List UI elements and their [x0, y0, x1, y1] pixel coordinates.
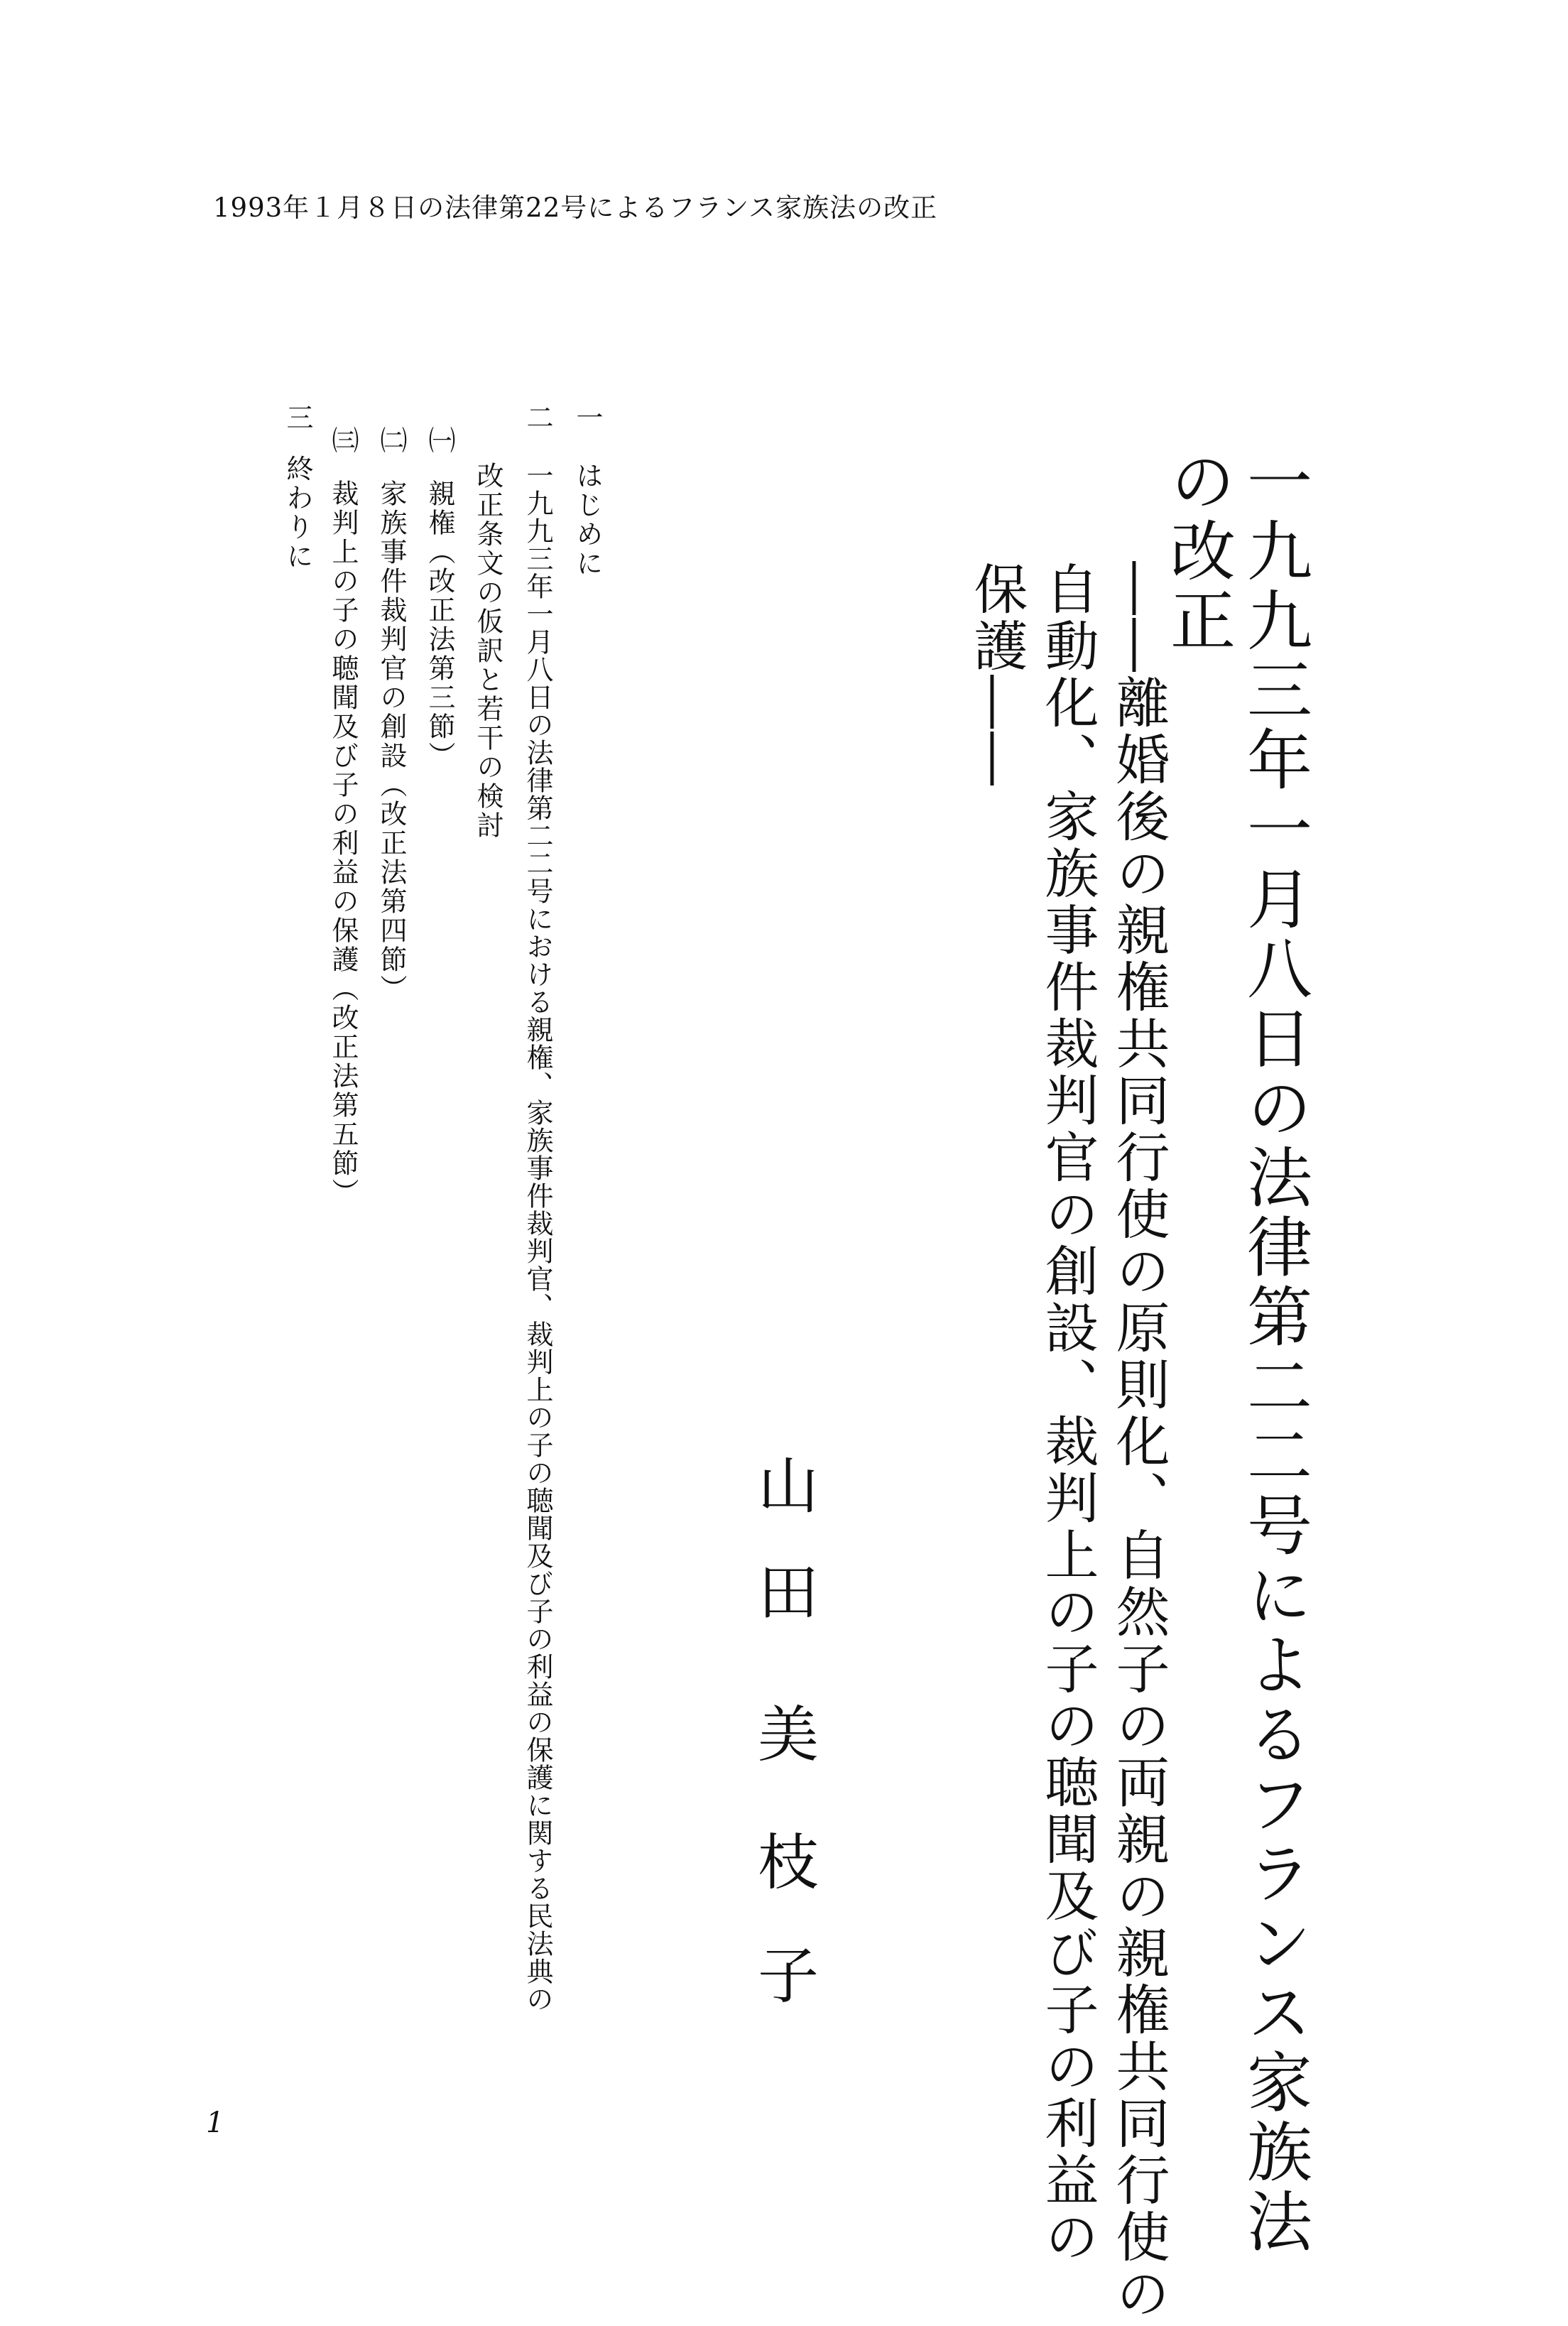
article-title-line-2: の改正 — [1160, 447, 1236, 656]
author-char: 田 — [758, 1558, 819, 1629]
article-subtitle-line-3: 保護―― — [965, 561, 1028, 788]
toc-item-text: 親権（改正法第三節） — [424, 479, 455, 771]
author-char: 美 — [758, 1700, 819, 1771]
article-subtitle-line-2: 自動化、家族事件裁判官の創設、裁判上の子の聴聞及び子の利益の — [1036, 561, 1099, 2266]
toc-number: ㈢ — [327, 426, 359, 453]
toc-number: 一 — [572, 403, 603, 430]
author-char: 枝 — [758, 1827, 819, 1898]
toc-number: 二 — [522, 403, 553, 430]
toc-number: ㈡ — [376, 426, 407, 453]
toc-item-text: 家族事件裁判官の創設（改正法第四節） — [376, 479, 407, 1004]
toc-item-text: はじめに — [572, 462, 603, 578]
article-title-line-1: 一九九三年一月八日の法律第二二号によるフランス家族法 — [1236, 447, 1312, 2257]
toc-item-text: 一九九三年一月八日の法律第二二号における親権、家族事件裁判官、裁判上の子の聴聞及び子の利益の保護に関する民法典の — [522, 462, 553, 2013]
article-subtitle-line-1: ――離婚後の親権共同行使の原則化、自然子の両親の親権共同行使の — [1107, 561, 1170, 2322]
toc-item-text: 裁判上の子の聴聞及び子の利益の保護（改正法第五節） — [327, 479, 359, 1207]
toc-number: 三 — [282, 403, 313, 430]
toc-item-text: 終わりに — [282, 455, 313, 571]
toc-item-text: 改正条文の仮訳と若干の検討 — [472, 462, 503, 840]
running-header: 1993年１月８日の法律第22号によるフランス家族法の改正 — [213, 192, 938, 223]
author-char: 山 — [758, 1451, 819, 1522]
toc-number: ㈠ — [424, 426, 455, 453]
page-number: 1 — [206, 2107, 224, 2139]
author-char: 子 — [758, 1941, 819, 2012]
